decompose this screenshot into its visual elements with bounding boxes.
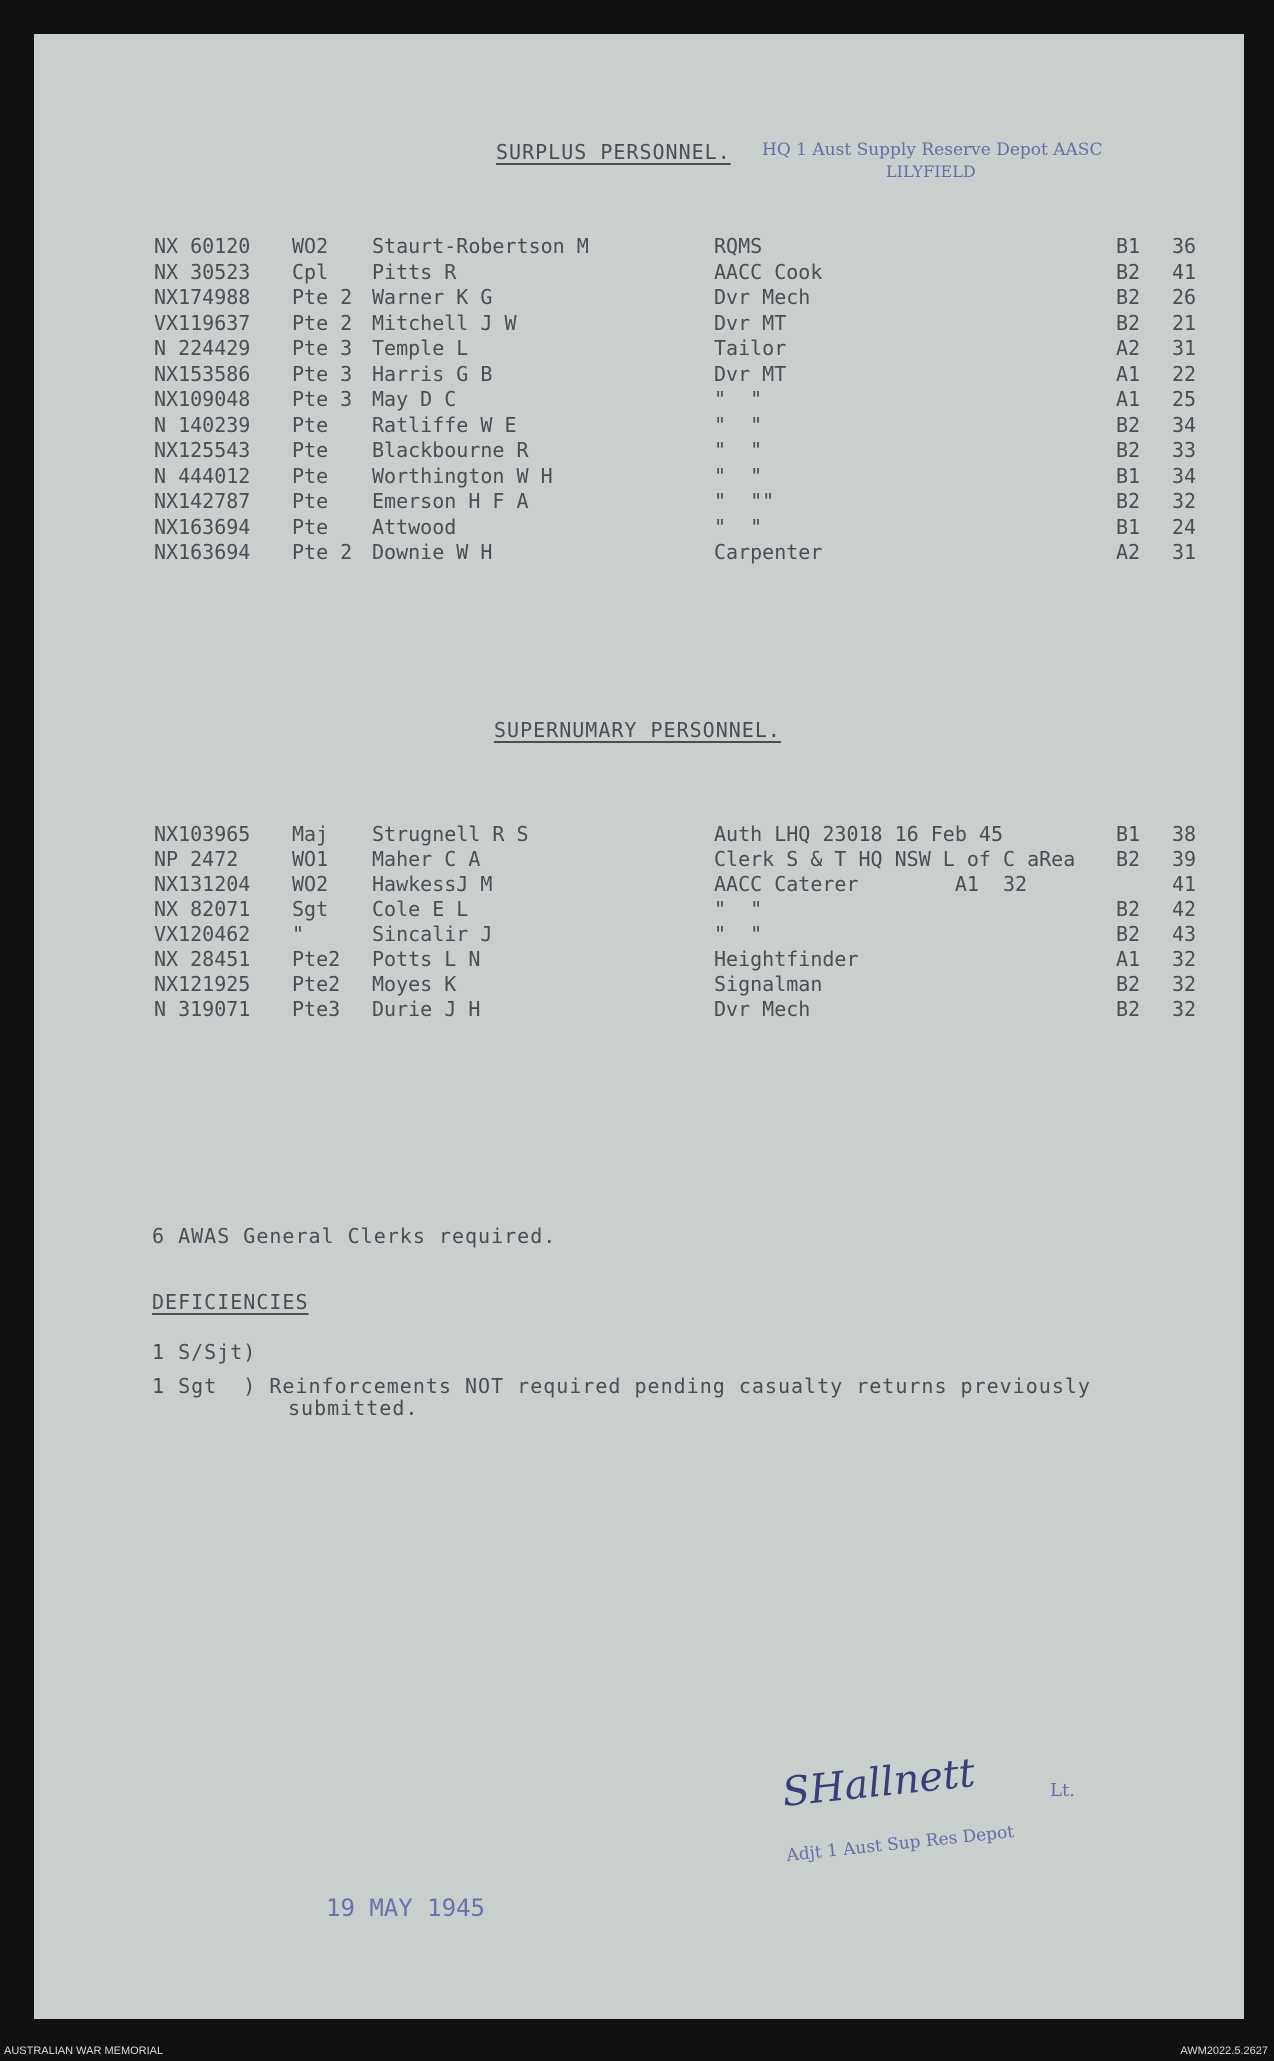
grade-cell: B2	[1116, 285, 1141, 309]
rank-cell: Pte2	[292, 947, 341, 971]
service-number-cell: NX103965	[154, 822, 251, 846]
rank-cell: WO2	[292, 872, 329, 896]
grade-cell: B2	[1116, 997, 1141, 1021]
age-cell: 31	[1172, 336, 1197, 360]
role-cell: Clerk S & T HQ NSW L of C aRea	[714, 847, 1076, 871]
rank-cell: Pte	[292, 463, 329, 488]
age-cell: 43	[1172, 922, 1197, 946]
grade-cell: B2	[1116, 438, 1141, 462]
service-number-cell: NX163694	[154, 514, 251, 539]
service-number-cell: NX174988	[154, 285, 251, 309]
deficiency-line-1: 1 S/Sjt)	[152, 1340, 257, 1364]
service-number-cell: N 224429	[154, 336, 251, 360]
age-cell: 24	[1172, 514, 1197, 539]
age-cell: 32	[1172, 947, 1197, 971]
signature-suffix: Lt.	[1050, 1780, 1075, 1801]
rank-cell: Pte 2	[292, 540, 353, 564]
age-cell: 39	[1172, 847, 1197, 871]
role-cell: Auth LHQ 23018 16 Feb 45	[714, 822, 1003, 846]
grade-cell: A2	[1116, 540, 1141, 564]
rank-cell: Pte 3	[292, 336, 353, 360]
name-cell: Strugnell R S	[372, 822, 529, 846]
role-cell: " "	[714, 514, 763, 539]
grade-cell: A1	[1116, 361, 1141, 386]
age-cell: 36	[1172, 234, 1197, 258]
age-cell: 41	[1172, 259, 1197, 284]
general-clerks-note: 6 AWAS General Clerks required.	[152, 1224, 557, 1248]
rank-cell: Pte3	[292, 997, 341, 1021]
role-cell: " "	[714, 922, 763, 946]
role-cell: Heightfinder	[714, 947, 859, 971]
age-cell: 22	[1172, 361, 1197, 386]
service-number-cell: NX153586	[154, 361, 251, 386]
rank-cell: WO1	[292, 847, 329, 871]
document-page	[34, 34, 1244, 2019]
name-cell: Emerson H F A	[372, 489, 529, 513]
name-cell: Maher C A	[372, 847, 481, 871]
age-cell: 34	[1172, 463, 1197, 488]
service-number-cell: NX142787	[154, 489, 251, 513]
role-cell: Signalman	[714, 972, 823, 996]
grade-cell: B2	[1116, 847, 1141, 871]
rank-cell: "	[292, 922, 305, 946]
rank-cell: Pte 2	[292, 285, 353, 309]
rank-cell: Pte 2	[292, 310, 353, 335]
name-cell: Ratliffe W E	[372, 412, 517, 437]
service-number-cell: NX 82071	[154, 897, 251, 921]
service-number-cell: NX131204	[154, 872, 251, 896]
role-cell: Dvr MT	[714, 361, 787, 386]
name-cell: Cole E L	[372, 897, 469, 921]
rank-cell: Pte2	[292, 972, 341, 996]
name-cell: Downie W H	[372, 540, 493, 564]
grade-cell: B2	[1116, 412, 1141, 437]
rank-cell: Cpl	[292, 259, 329, 284]
grade-cell: B1	[1116, 463, 1141, 488]
service-number-cell: N 319071	[154, 997, 251, 1021]
rank-cell: Maj	[292, 822, 329, 846]
service-number-cell: NX163694	[154, 540, 251, 564]
service-number-cell: VX119637	[154, 310, 251, 335]
name-cell: Staurt-Robertson M	[372, 234, 589, 258]
rank-cell: WO2	[292, 234, 329, 258]
service-number-cell: NX109048	[154, 387, 251, 411]
date-stamp: 19 MAY 1945	[326, 1894, 485, 1922]
name-cell: May D C	[372, 387, 457, 411]
signature: SHallnett	[780, 1750, 978, 1816]
role-cell: " ""	[714, 489, 775, 513]
grade-cell: B2	[1116, 489, 1141, 513]
name-cell: HawkessJ M	[372, 872, 493, 896]
grade-cell: B2	[1116, 897, 1141, 921]
grade-cell: B2	[1116, 259, 1141, 284]
role-cell: Dvr Mech	[714, 997, 811, 1021]
age-cell: 34	[1172, 412, 1197, 437]
age-cell: 38	[1172, 822, 1197, 846]
rank-cell: Pte	[292, 412, 329, 437]
role-cell: " "	[714, 897, 763, 921]
grade-cell: A1	[1116, 947, 1141, 971]
name-cell: Blackbourne R	[372, 438, 529, 462]
unit-stamp-line1: HQ 1 Aust Supply Reserve Depot AASC	[762, 140, 1103, 160]
name-cell: Pitts R	[372, 259, 457, 284]
role-cell: Dvr MT	[714, 310, 787, 335]
role-cell: " "	[714, 438, 763, 462]
service-number-cell: NX125543	[154, 438, 251, 462]
grade-cell: B2	[1116, 310, 1141, 335]
deficiencies-title: DEFICIENCIES	[152, 1290, 309, 1314]
name-cell: Moyes K	[372, 972, 457, 996]
service-number-cell: NX121925	[154, 972, 251, 996]
rank-cell: Pte 3	[292, 387, 353, 411]
role-cell: AACC Caterer A1 32	[714, 872, 1028, 896]
age-cell: 25	[1172, 387, 1197, 411]
service-number-cell: N 140239	[154, 412, 251, 437]
grade-cell: B2	[1116, 922, 1141, 946]
age-cell: 41	[1172, 872, 1197, 896]
grade-cell: B1	[1116, 822, 1141, 846]
rank-cell: Pte	[292, 514, 329, 539]
grade-cell: B1	[1116, 514, 1141, 539]
name-cell: Attwood	[372, 514, 457, 539]
service-number-cell: N 444012	[154, 463, 251, 488]
role-cell: " "	[714, 387, 763, 411]
name-cell: Mitchell J W	[372, 310, 517, 335]
age-cell: 32	[1172, 997, 1197, 1021]
role-cell: " "	[714, 463, 763, 488]
age-cell: 26	[1172, 285, 1197, 309]
role-cell: Carpenter	[714, 540, 823, 564]
role-cell: RQMS	[714, 234, 763, 258]
rank-cell: Sgt	[292, 897, 329, 921]
age-cell: 32	[1172, 489, 1197, 513]
age-cell: 32	[1172, 972, 1197, 996]
role-cell: Dvr Mech	[714, 285, 811, 309]
supernumary-title: SUPERNUMARY PERSONNEL.	[494, 718, 781, 742]
age-cell: 21	[1172, 310, 1197, 335]
service-number-cell: NX 28451	[154, 947, 251, 971]
grade-cell: B2	[1116, 972, 1141, 996]
signature-title-stamp: Adjt 1 Aust Sup Res Depot	[785, 1822, 1016, 1866]
name-cell: Sincalir J	[372, 922, 493, 946]
service-number-cell: NX 30523	[154, 259, 251, 284]
rank-cell: Pte	[292, 489, 329, 513]
role-cell: Tailor	[714, 336, 787, 360]
role-cell: " "	[714, 412, 763, 437]
grade-cell: A2	[1116, 336, 1141, 360]
deficiency-line-2: 1 Sgt ) Reinforcements NOT required pending casualty returns previously	[152, 1374, 1091, 1398]
footer-left: AUSTRALIAN WAR MEMORIAL	[4, 2045, 164, 2057]
rank-cell: Pte	[292, 438, 329, 462]
age-cell: 42	[1172, 897, 1197, 921]
name-cell: Temple L	[372, 336, 469, 360]
service-number-cell: NX 60120	[154, 234, 251, 258]
rank-cell: Pte 3	[292, 361, 353, 386]
deficiency-line-3: submitted.	[288, 1396, 419, 1420]
service-number-cell: NP 2472	[154, 847, 239, 871]
age-cell: 31	[1172, 540, 1197, 564]
grade-cell: B1	[1116, 234, 1141, 258]
footer-right: AWM2022.5.2627	[1180, 2045, 1268, 2057]
name-cell: Durie J H	[372, 997, 481, 1021]
name-cell: Potts L N	[372, 947, 481, 971]
name-cell: Worthington W H	[372, 463, 553, 488]
unit-stamp-line2: LILYFIELD	[886, 162, 976, 181]
surplus-title: SURPLUS PERSONNEL.	[496, 140, 731, 164]
name-cell: Warner K G	[372, 285, 493, 309]
name-cell: Harris G B	[372, 361, 493, 386]
role-cell: AACC Cook	[714, 259, 823, 284]
service-number-cell: VX120462	[154, 922, 251, 946]
grade-cell: A1	[1116, 387, 1141, 411]
age-cell: 33	[1172, 438, 1197, 462]
